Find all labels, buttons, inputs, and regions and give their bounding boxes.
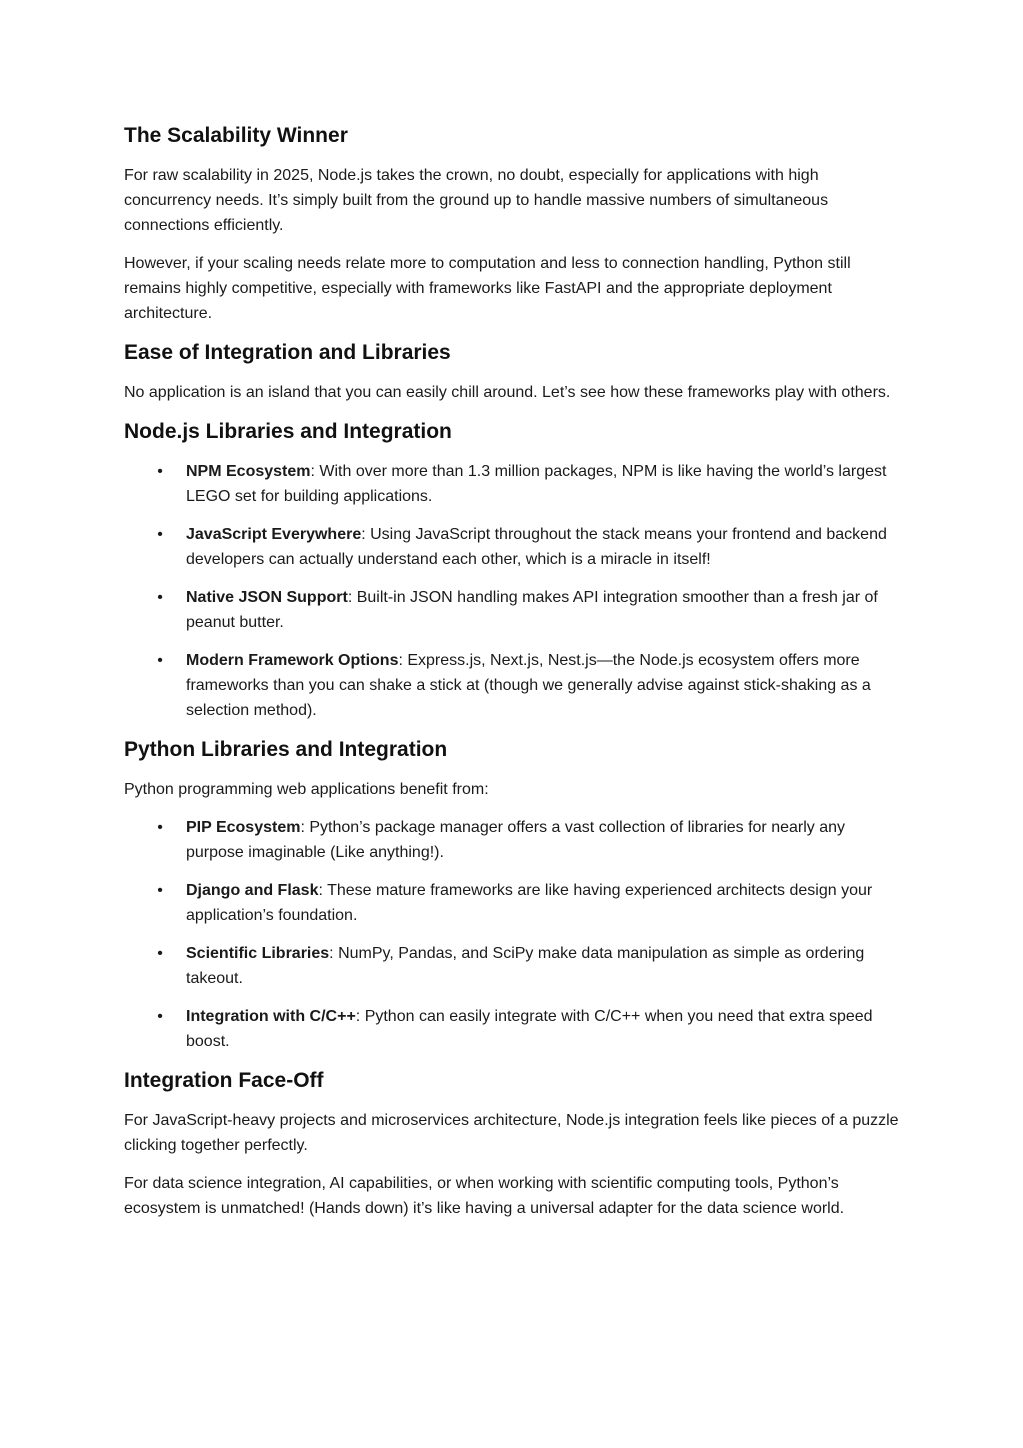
list-item-term: Django and Flask [186,882,319,899]
section-node-libraries [124,418,904,723]
bullet-icon: • [157,652,163,669]
section-heading: The Scalability Winner [124,124,348,147]
list-item [124,648,904,723]
bullet-list [124,815,904,1054]
section-scalability [124,122,904,326]
list-item [124,1004,904,1054]
list-item [124,815,904,865]
paragraph: For JavaScript-heavy projects and microservices architecture, Node.js integration feels like pieces of a puzzle clicking together perfectly. [124,1112,899,1154]
paragraph: However, if your scaling needs relate more to computation and less to connection handling, Python still remains highly competitive, especially with frameworks like FastAPI and the appropriate deployment architecture. [124,255,851,322]
list-item-text: : These mature frameworks are like having experienced architects design your application’s foundation. [186,882,873,924]
document-page [124,122,904,1234]
list-item-text: : Python can easily integrate with C/C++ when you need that extra speed boost. [186,1008,873,1050]
bullet-icon: • [157,1008,163,1025]
list-item [124,459,904,509]
paragraph: No application is an island that you can easily chill around. Let’s see how these frameworks play with others. [124,384,891,401]
list-item-text: : Built-in JSON handling makes API integration smoother than a fresh jar of peanut butter. [186,589,878,631]
list-item-term: Modern Framework Options [186,652,399,669]
list-item-text: : With over more than 1.3 million packages, NPM is like having the world’s largest LEGO set for building applications. [186,463,887,505]
list-item-term: PIP Ecosystem [186,819,301,836]
section-heading: Node.js Libraries and Integration [124,420,452,443]
paragraph: For raw scalability in 2025, Node.js takes the crown, no doubt, especially for applications with high concurrency needs. It’s simply built from the ground up to handle massive numbers of simultaneous connections efficiently. [124,167,829,234]
bullet-icon: • [157,945,163,962]
section-heading: Python Libraries and Integration [124,738,448,761]
bullet-icon: • [157,819,163,836]
list-item-term: Scientific Libraries [186,945,330,962]
section-python-libraries [124,736,904,1054]
section-integration-faceoff [124,1067,904,1221]
paragraph: For data science integration, AI capabilities, or when working with scientific computing tools, Python’s ecosystem is unmatched! (Hands down) it’s like having a universal adapter for the data science world. [124,1175,845,1217]
list-item [124,878,904,928]
list-item-term: NPM Ecosystem [186,463,311,480]
list-item-text: : Using JavaScript throughout the stack means your frontend and backend developers can actually understand each other, which is a miracle in itself! [186,526,887,568]
bullet-list [124,459,904,723]
section-heading: Ease of Integration and Libraries [124,341,451,364]
bullet-icon: • [157,463,163,480]
list-item-term: Native JSON Support [186,589,348,606]
bullet-icon: • [157,882,163,899]
list-item [124,941,904,991]
paragraph: Python programming web applications benefit from: [124,781,489,798]
list-item-text: : Express.js, Next.js, Nest.js—the Node.js ecosystem offers more frameworks than you can shake a stick at (though we generally advise against stick-shaking as a selection method). [186,652,871,719]
bullet-icon: • [157,526,163,543]
list-item [124,585,904,635]
list-item-text: : Python’s package manager offers a vast collection of libraries for nearly any purpose imaginable (Like anything!). [186,819,846,861]
list-item-text: : NumPy, Pandas, and SciPy make data manipulation as simple as ordering takeout. [186,945,865,987]
list-item [124,522,904,572]
list-item-term: JavaScript Everywhere [186,526,362,543]
list-item-term: Integration with C/C++ [186,1008,356,1025]
section-heading: Integration Face-Off [124,1069,324,1092]
bullet-icon: • [157,589,163,606]
section-ease-of-integration [124,339,904,405]
